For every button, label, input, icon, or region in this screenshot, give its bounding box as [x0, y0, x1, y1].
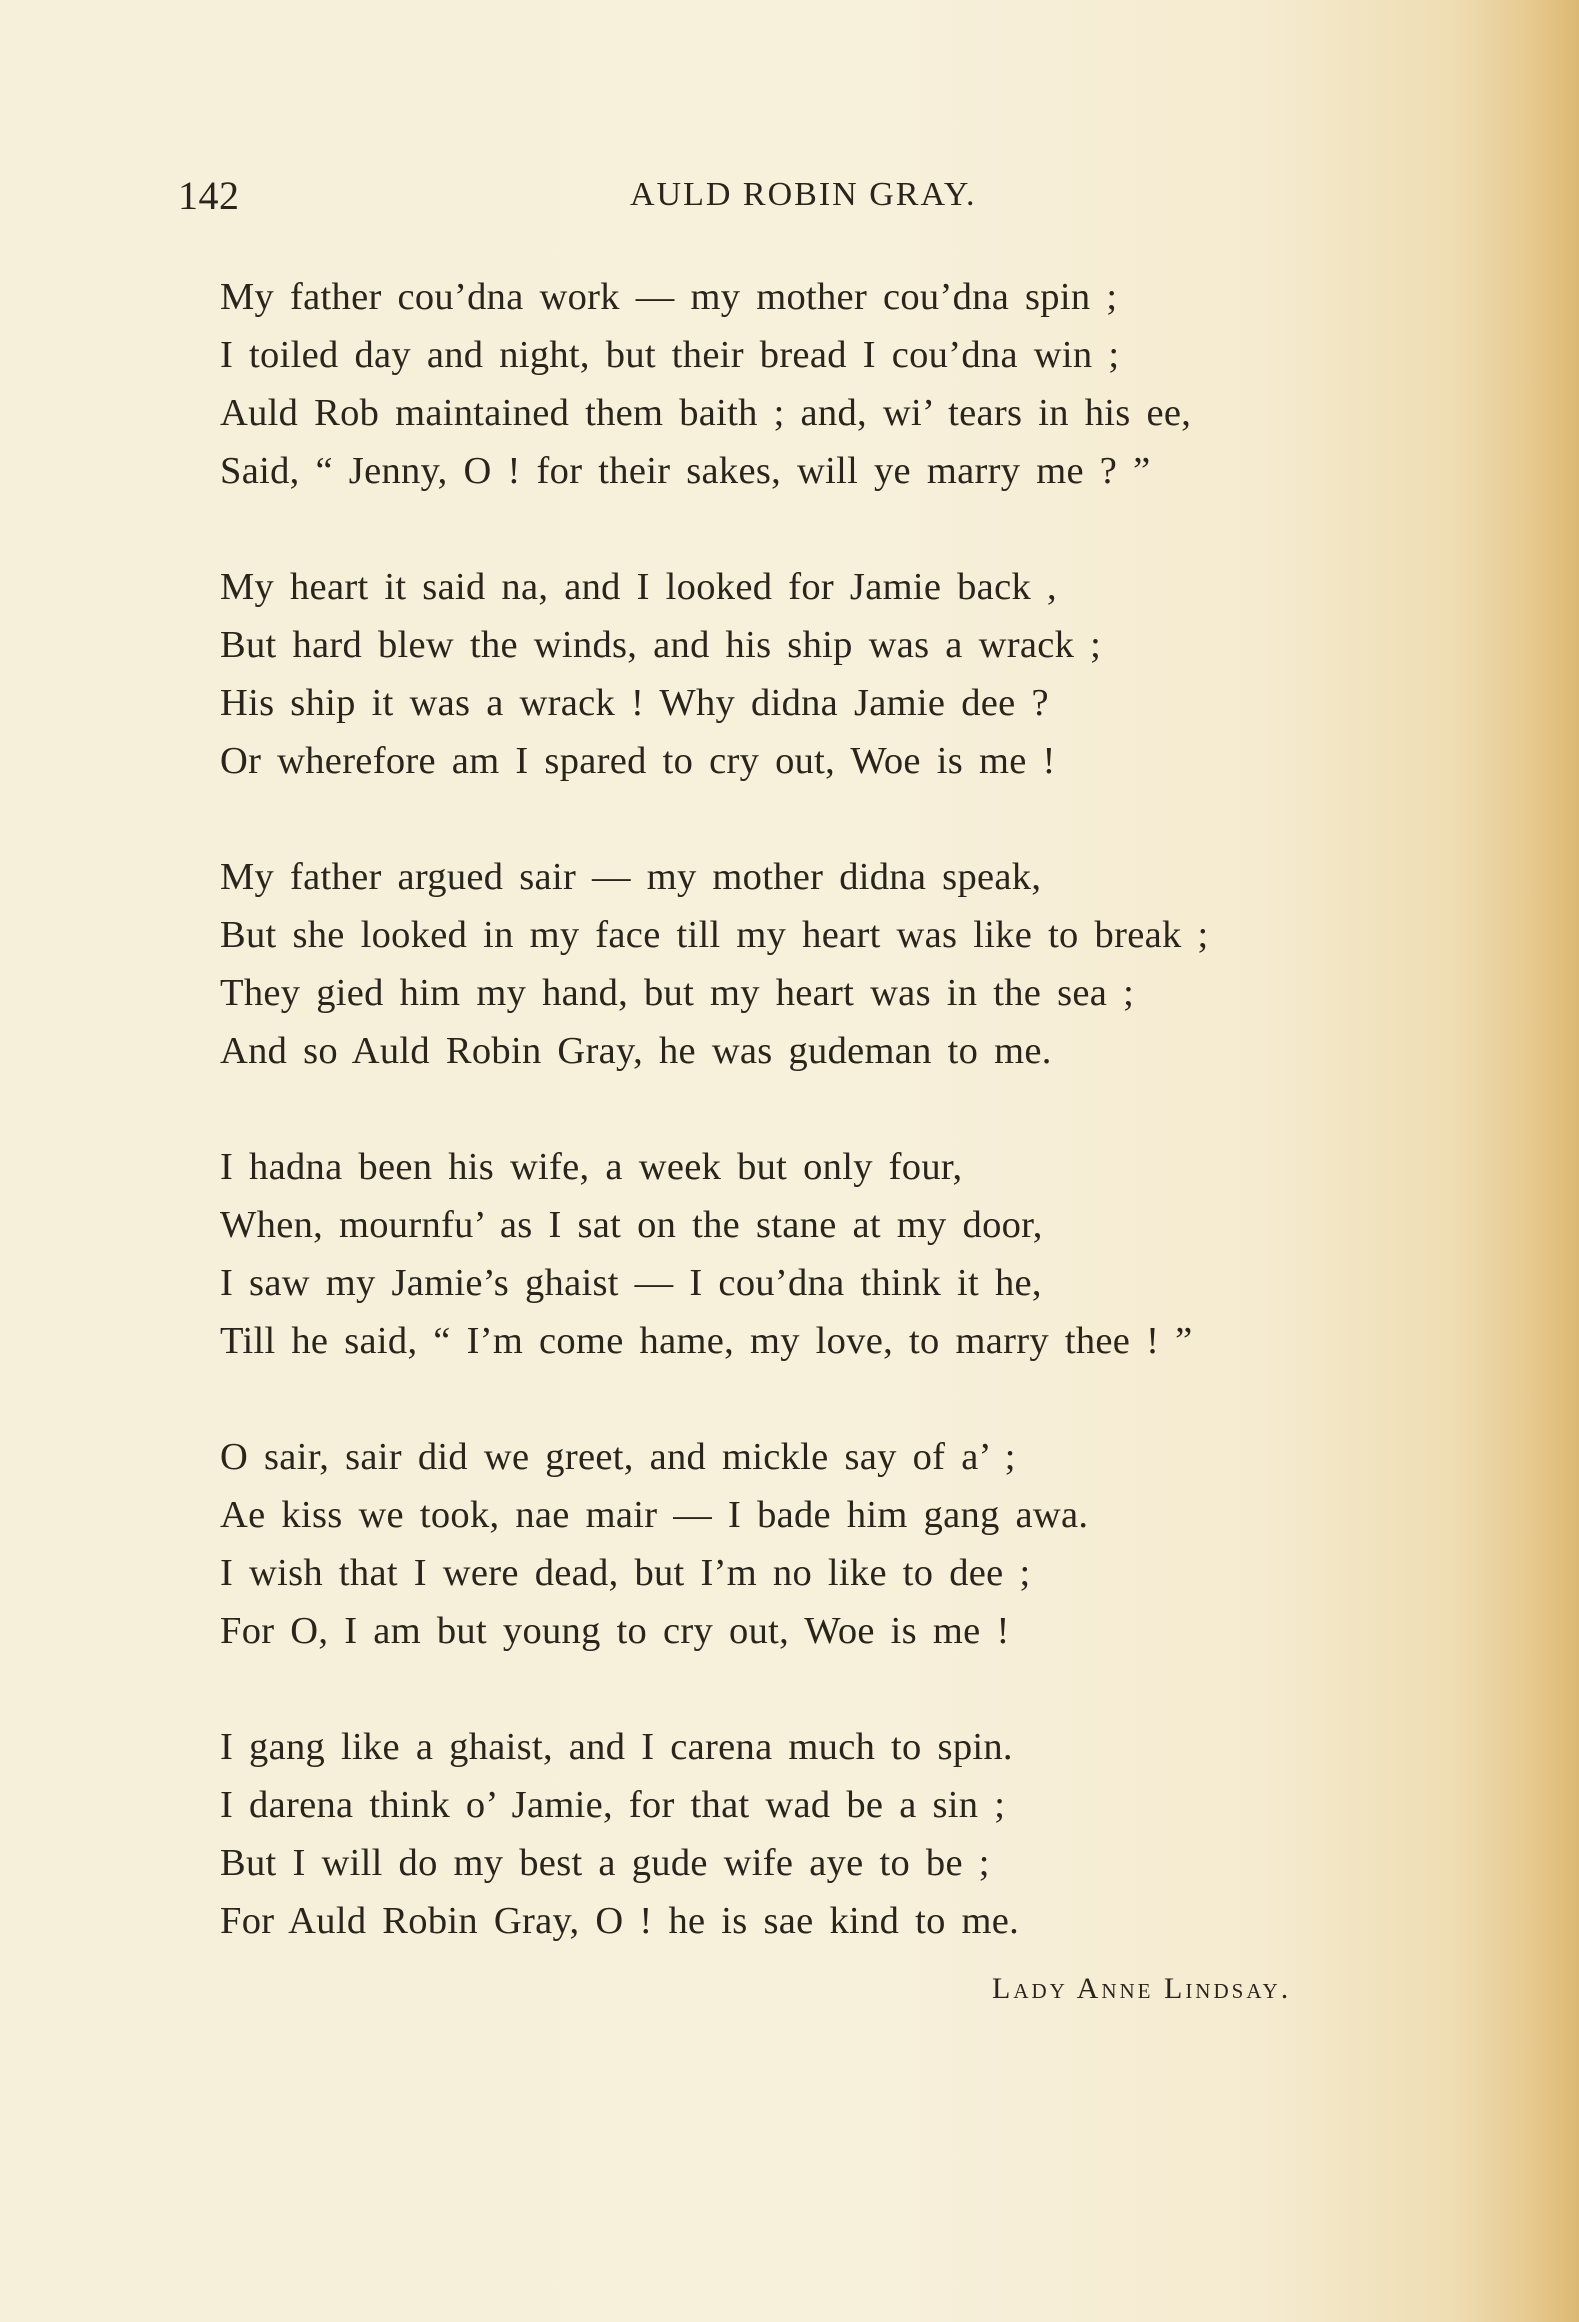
poem-body: [220, 268, 1400, 2008]
poem-line: Auld Rob maintained them baith ; and, wi’ tears in his ee,: [220, 392, 1192, 434]
stanza-1: [220, 268, 1400, 500]
poem-line: I hadna been his wife, a week but only four,: [220, 1146, 963, 1188]
poem-line: They gied him my hand, but my heart was in the sea ;: [220, 972, 1135, 1014]
page-header: [178, 172, 1028, 232]
stanza-3: [220, 848, 1400, 1080]
poem-line: I saw my Jamie’s ghaist — I cou’dna think it he,: [220, 1262, 1042, 1304]
running-title: AULD ROBIN GRAY.: [630, 176, 977, 213]
poem-line: And so Auld Robin Gray, he was gudeman to me.: [220, 1030, 1052, 1072]
poem-line: Said, “ Jenny, O ! for their sakes, will ye marry me ? ”: [220, 450, 1151, 492]
poem-line: But hard blew the winds, and his ship was a wrack ;: [220, 624, 1102, 666]
poem-line: My father argued sair — my mother didna speak,: [220, 856, 1042, 898]
stanza-6: [220, 1718, 1400, 1950]
poem-line: Or wherefore am I spared to cry out, Woe is me !: [220, 740, 1056, 782]
poem-line: His ship it was a wrack ! Why didna Jamie dee ?: [220, 682, 1049, 724]
stanza-5: [220, 1428, 1400, 1660]
poem-line: Till he said, “ I’m come hame, my love, to marry thee ! ”: [220, 1320, 1193, 1362]
stanza-2: [220, 558, 1400, 790]
poem-line: When, mournfu’ as I sat on the stane at my door,: [220, 1204, 1043, 1246]
poem-line: I toiled day and night, but their bread I cou’dna win ;: [220, 334, 1120, 376]
stanza-4: [220, 1138, 1400, 1370]
poem-line: I gang like a ghaist, and I carena much to spin.: [220, 1726, 1013, 1768]
author-attribution: Lady Anne Lindsay.: [992, 1972, 1292, 2005]
poem-line: I wish that I were dead, but I’m no like to dee ;: [220, 1552, 1031, 1594]
poem-line: But I will do my best a gude wife aye to be ;: [220, 1842, 990, 1884]
poem-line: I darena think o’ Jamie, for that wad be a sin ;: [220, 1784, 1006, 1826]
poem-line: Ae kiss we took, nae mair — I bade him gang awa.: [220, 1494, 1089, 1536]
poem-line: For O, I am but young to cry out, Woe is me !: [220, 1610, 1010, 1652]
poem-line: But she looked in my face till my heart was like to break ;: [220, 914, 1209, 956]
poem-line: My heart it said na, and I looked for Jamie back ,: [220, 566, 1057, 608]
poem-line: For Auld Robin Gray, O ! he is sae kind to me.: [220, 1900, 1020, 1942]
poem-line: My father cou’dna work — my mother cou’dna spin ;: [220, 276, 1118, 318]
page-number: 142: [178, 173, 240, 218]
poem-line: O sair, sair did we greet, and mickle say of a’ ;: [220, 1436, 1016, 1478]
